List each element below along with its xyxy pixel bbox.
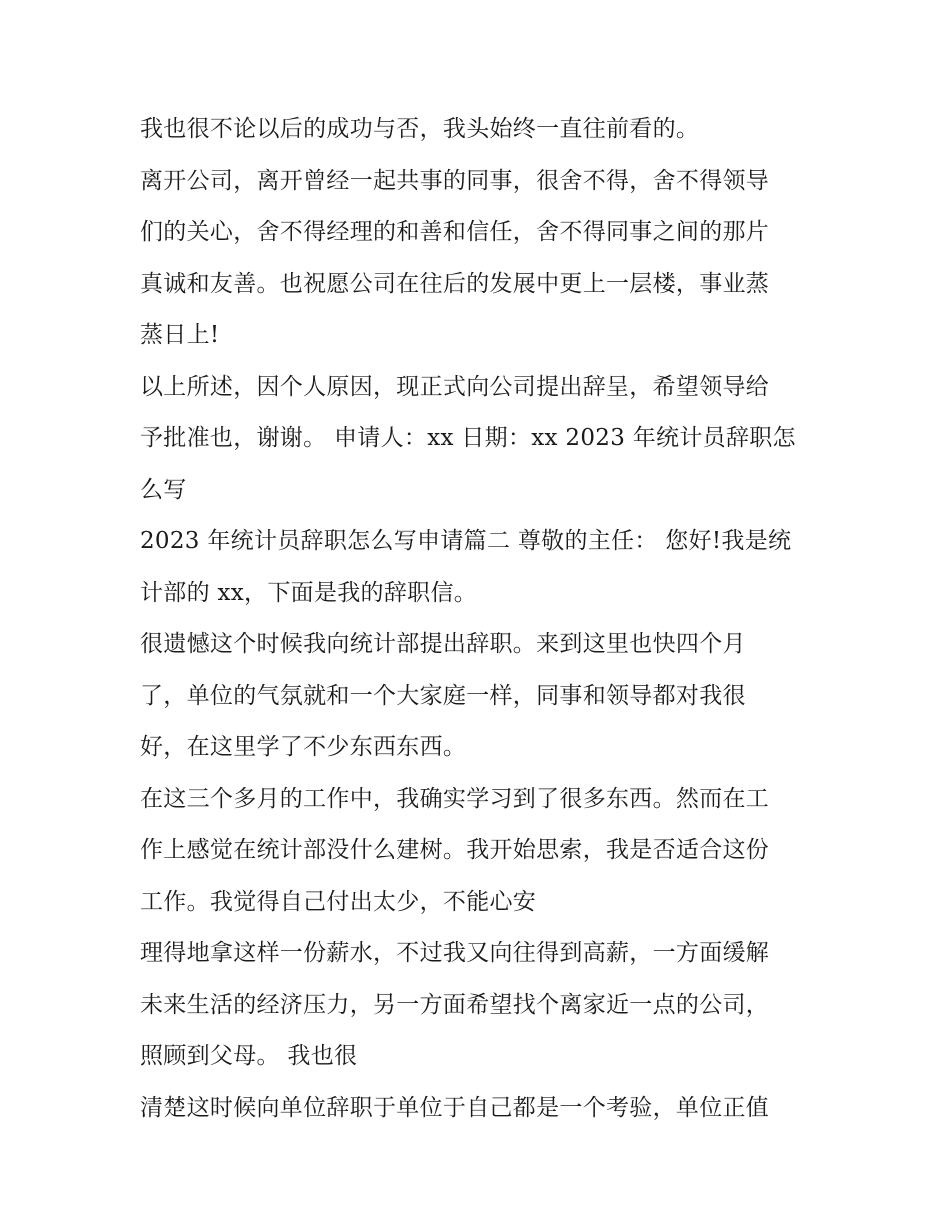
text-line: 蒸日上!: [140, 322, 220, 348]
text-line: 真诚和友善。也祝愿公司在往后的发展中更上一层楼，事业蒸: [140, 270, 770, 297]
text-line: 照顾到父母。 我也很: [140, 1043, 358, 1069]
text-line: 工作。我觉得自己付出太少，不能心安: [140, 888, 537, 915]
text-line: 作上感觉在统计部没什么建树。我开始思索，我是否适合这份: [140, 837, 770, 863]
paragraph: [140, 928, 820, 1083]
paragraph: [140, 1083, 820, 1135]
text-line: 予批准也，谢谢。 申请人：xx 日期：xx 2023 年统计员辞职怎: [140, 425, 796, 451]
text-line: 我也很不论以后的成功与否，我头始终一直往前看的。: [140, 116, 700, 142]
text-line: 们的关心，舍不得经理的和善和信任，舍不得同事之间的那片: [140, 219, 770, 245]
paragraph: [140, 516, 820, 619]
text-line: 以上所述，因个人原因，现正式向公司提出辞呈，希望领导给: [140, 373, 770, 400]
text-line: 离开公司，离开曾经一起共事的同事，很舍不得，舍不得领导: [140, 167, 770, 194]
paragraph: [140, 362, 820, 517]
paragraph: [140, 104, 820, 156]
paragraph: [140, 619, 820, 774]
text-line: 了，单位的气氛就和一个大家庭一样，同事和领导都对我很: [140, 682, 746, 709]
text-line: 么写: [140, 476, 187, 503]
text-line: 未来生活的经济压力，另一方面希望找个离家近一点的公司，: [140, 991, 770, 1018]
document-body: [140, 104, 820, 1134]
text-line: 2023 年统计员辞职怎么写申请篇二 尊敬的主任： 您好!我是统: [140, 528, 792, 554]
text-line: 计部的 xx，下面是我的辞职信。: [140, 579, 478, 606]
text-line: 理得地拿这样一份薪水，不过我又向往得到高薪，一方面缓解: [140, 940, 770, 966]
paragraph: [140, 156, 820, 362]
text-line: 很遗憾这个时候我向统计部提出辞职。来到这里也快四个月: [140, 631, 746, 657]
text-line: 好，在这里学了不少东西东西。: [140, 734, 467, 760]
text-line: 在这三个多月的工作中，我确实学习到了很多东西。然而在工: [140, 785, 770, 812]
paragraph: [140, 774, 820, 929]
text-line: 清楚这时候向单位辞职于单位于自己都是一个考验，单位正值: [140, 1094, 770, 1121]
